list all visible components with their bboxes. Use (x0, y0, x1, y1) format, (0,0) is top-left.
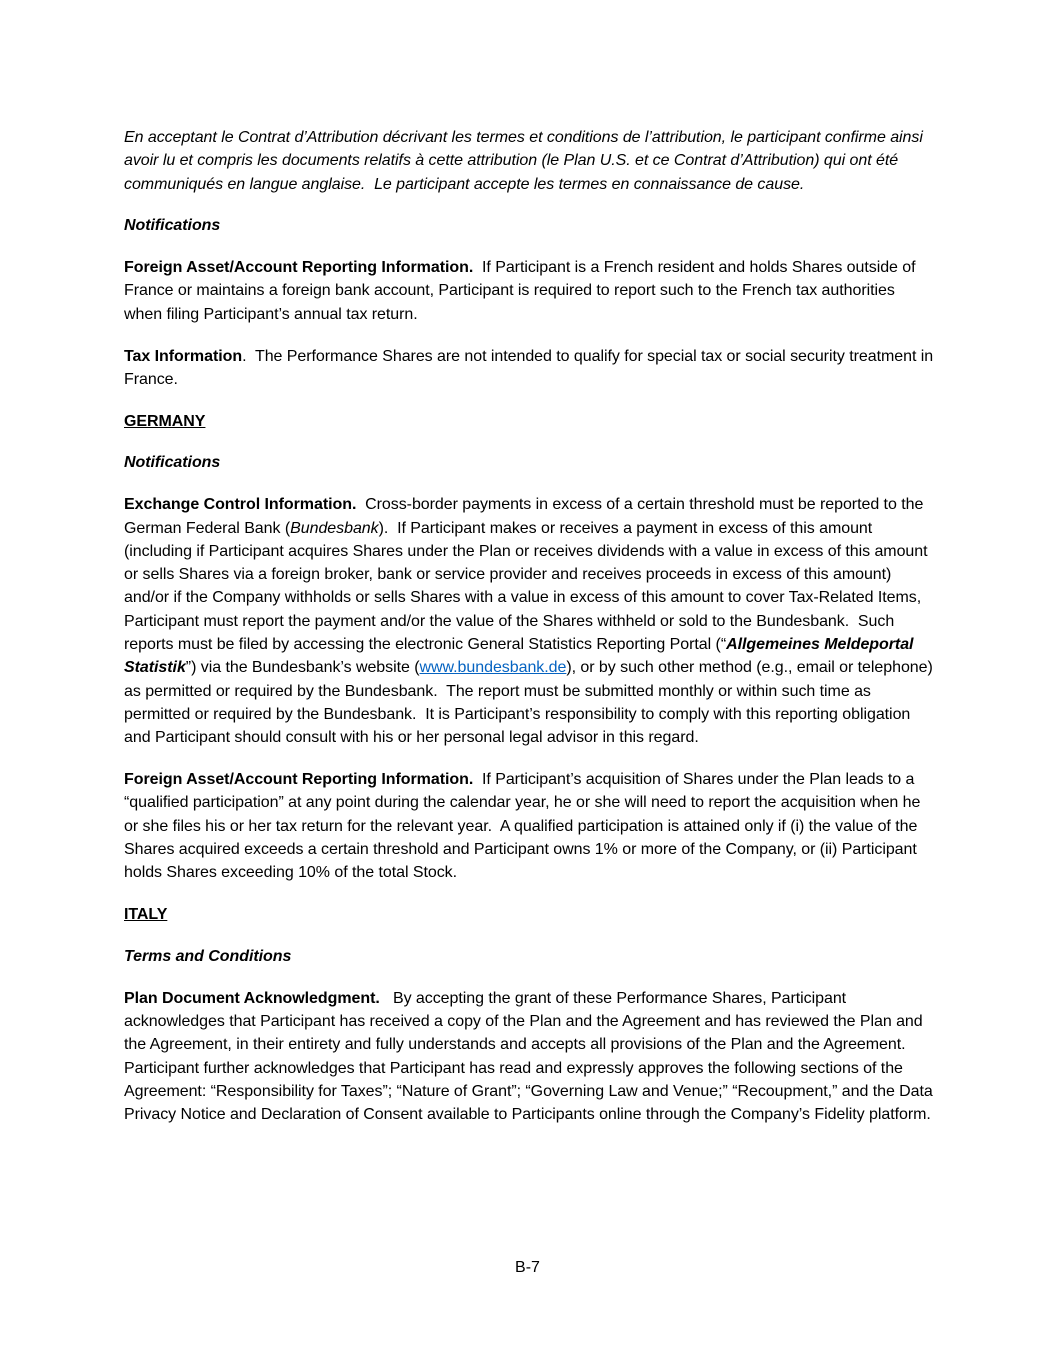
page-footer (0, 1256, 1055, 1279)
bundesbank-link[interactable]: www.bundesbank.de (419, 659, 567, 677)
paragraph-lead-label: Foreign Asset/Account Reporting Information. (124, 259, 474, 277)
heading-notifications-germany (124, 451, 936, 474)
foreign-term: Bundesbank (290, 519, 379, 537)
heading-notifications-france (124, 214, 936, 237)
text-run: ”) via the Bundesbank’s website ( (185, 659, 420, 677)
foreign-term: Allgemeines Meldeportal Statistik (124, 636, 918, 677)
country-heading: ITALY (124, 906, 168, 924)
text-run: ). If Participant makes or receives a payment in excess of this amount (including if Participant acquires Shares under the Plan or receives dividends with a value in excess of this amount or sells Shares via a foreign broker, bank or service provider and receives proceeds in excess of this amount) and/or if the Company withholds or sells Shares with a value in excess of this amount to cover Tax-Related Items, Participant must report the payment and/or the value of the Shares withheld or sold to the Bundesbank. Such reports must be filed by accessing the electronic General Statistics Reporting Portal (“ (124, 519, 932, 654)
paragraph-tax-information-france (124, 345, 936, 392)
paragraph-lead-label: Exchange Control Information. (124, 496, 357, 514)
heading-italy (124, 903, 936, 926)
paragraph-lead-label: Plan Document Acknowledgment. (124, 989, 380, 1007)
page-number: B-7 (515, 1259, 540, 1276)
section-subheading: Notifications (124, 217, 221, 235)
paragraph-foreign-asset-germany (124, 768, 936, 884)
text-run: . The Performance Shares are not intended to qualify for special tax or social security treatment in France. (124, 347, 938, 388)
paragraph-exchange-control-germany (124, 493, 936, 749)
paragraph-french-acknowledgment (124, 126, 936, 196)
country-heading: GERMANY (124, 412, 206, 430)
text-run: ), or by such other method (e.g., email or telephone) as permitted or required by the Bundesbank. The report must be submitted monthly or within such time as permitted or required by the Bundesbank. It is Participant’s responsibility to comply with this reporting obligation and Participant should consult with his or her personal legal advisor in this regard. (124, 659, 938, 747)
text-run: If Participant is a French resident and holds Shares outside of France or maintains a foreign bank account, Participant is required to report such to the French tax authorities when filing Participant’s annual tax return. (124, 259, 920, 323)
section-subheading: Notifications (124, 454, 221, 472)
section-subheading: Terms and Conditions (124, 947, 292, 965)
document-content (124, 126, 936, 1145)
text-run: En acceptant le Contrat d’Attribution décrivant les termes et conditions de l’attribution, le participant confirme ainsi avoir lu et compris les documents relatifs à cette attribution (le Plan U.S. et ce Contrat d’Attribution) qui ont été communiqués en langue anglaise. Le participant accepte les termes en connaissance de cause. (124, 129, 928, 193)
text-run: By accepting the grant of these Performance Shares, Participant acknowledges that Participant has received a copy of the Plan and the Agreement and has reviewed the Plan and the Agreement, in their entirety and fully understands and accepts all provisions of the Plan and the Agreement. Participant further acknowledges that Participant has read and expressly approves the following sections of the Agreement: “Responsibility for Taxes”; “Nature of Grant”; “Governing Law and Venue;” “Recoupment,” and the Data Privacy Notice and Declaration of Consent available to Participants online through the Company’s Fidelity platform. (124, 989, 938, 1124)
text-run: Cross-border payments in excess of a certain threshold must be reported to the German Federal Bank ( (124, 496, 928, 537)
paragraph-foreign-asset-france (124, 256, 936, 326)
heading-germany (124, 410, 936, 433)
paragraph-lead-label: Tax Information (124, 347, 243, 365)
paragraph-plan-document-acknowledgment (124, 987, 936, 1127)
heading-terms-conditions-italy (124, 945, 936, 968)
paragraph-lead-label: Foreign Asset/Account Reporting Information. (124, 771, 474, 789)
text-run: If Participant’s acquisition of Shares under the Plan leads to a “qualified participation” at any point during the calendar year, he or she will need to report the acquisition when he or she files his or her tax return for the relevant year. A qualified participation is attained only if (i) the value of the Shares acquired exceeds a certain threshold and Participant owns 1% or more of the Company, or (ii) Participant holds Shares exceeding 10% of the total Stock. (124, 771, 925, 882)
